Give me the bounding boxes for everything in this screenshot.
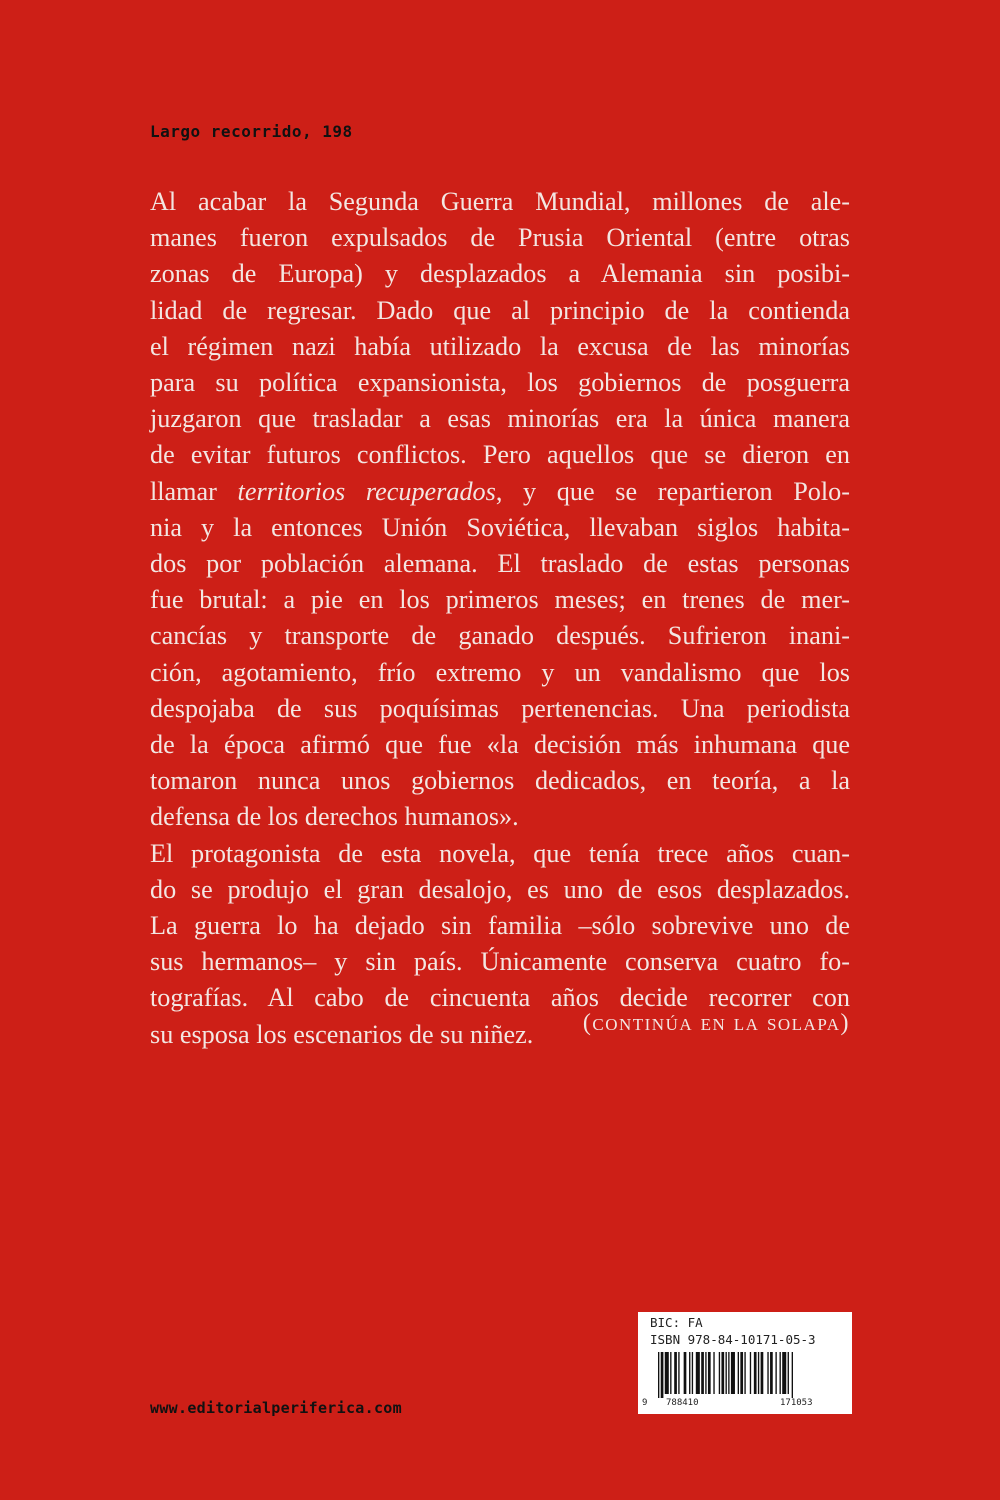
barcode-right-digits: 171053 [780,1398,813,1408]
synopsis-line [150,872,850,908]
barcode-bar [767,1352,768,1394]
italic-phrase: territorios recuperados [237,476,496,506]
synopsis-line [150,365,850,401]
text-run: su esposa los escenarios de su niñez. [150,1019,534,1049]
synopsis-line [150,329,850,365]
text-run: , y que se repartieron Polo- [495,476,850,506]
isbn-number: ISBN 978-84-10171-05-3 [650,1332,816,1347]
barcode-lead-digit: 9 [642,1398,648,1408]
text-run: sus hermanos– y sin país. Únicamente conserva cuatro fo- [150,947,850,977]
synopsis-line [150,510,850,546]
barcode-bar [658,1352,659,1398]
text-run: para su política expansionista, los gobiernos de posguerra [150,368,850,398]
barcode-bar [792,1352,793,1398]
barcode-bar [674,1352,677,1394]
text-run: despojaba de sus poquísimas pertenencias. Una periodista [150,693,850,723]
barcode-bar [692,1352,693,1394]
text-run: llamar [150,476,238,506]
barcode-bar [775,1352,776,1394]
text-run: nia y la entonces Unión Soviética, llevaban siglos habita- [150,512,850,542]
text-run: El protagonista de esta novela, que tenía trece años cuan- [150,838,850,868]
barcode-bar [782,1352,786,1394]
publisher-website: www.editorialperiferica.com [150,1399,402,1417]
barcode-bar [750,1352,751,1394]
barcode-bar [788,1352,789,1394]
text-run: juzgaron que trasladar a esas minorías era la única manera [150,404,850,434]
synopsis-line [150,293,850,329]
barcode-bar [705,1352,706,1394]
barcode-bar [665,1352,669,1394]
synopsis-line [150,799,850,835]
synopsis-paragraph-1 [150,184,850,836]
synopsis-line [150,401,850,437]
text-run: defensa de los derechos humanos». [150,802,519,832]
synopsis-line [150,256,850,292]
barcode-bar [689,1352,690,1394]
barcode-bar [678,1352,679,1394]
text-run: de evitar futuros conflictos. Pero aquellos que se dieron en [150,440,850,470]
text-run: La guerra lo ha dejado sin familia –sólo sobrevive uno de [150,911,850,941]
barcode-bar [696,1352,700,1394]
text-run: de la época afirmó que fue «la decisión más inhumana que [150,730,850,760]
barcode-bar [719,1352,720,1394]
text-run: manes fueron expulsados de Prusia Oriental (entre otras [150,223,850,253]
text-run: tomaron nunca unos gobiernos dedicados, en teoría, a la [150,766,850,796]
synopsis-line [150,655,850,691]
barcode-bar [740,1352,743,1394]
synopsis-line [150,437,850,473]
text-run: el régimen nazi había utilizado la excusa de las minorías [150,331,850,361]
text-run: cancías y transporte de ganado después. Sufrieron inani- [150,621,850,651]
barcode-bar [701,1352,704,1394]
synopsis-line [150,763,850,799]
back-cover-synopsis [150,184,850,1053]
synopsis-line [150,618,850,654]
barcode-bar [758,1352,759,1394]
synopsis-line [150,691,850,727]
synopsis-line [150,908,850,944]
barcode-bar [770,1352,773,1394]
synopsis-line [150,836,850,872]
barcode-icon [644,1352,846,1398]
bic-code: BIC: FA [650,1315,703,1330]
text-run: Al acabar la Segunda Guerra Mundial, millones de ale- [150,187,850,216]
barcode-bar [708,1352,711,1394]
text-run: lidad de regresar. Dado que al principio de la contienda [150,295,850,325]
synopsis-line [150,546,850,582]
text-run: dos por población alemana. El traslado de estas personas [150,549,850,579]
barcode-bar [731,1352,735,1394]
barcode-bar [744,1352,745,1394]
isbn-barcode-label [638,1312,852,1414]
barcode-bar [738,1352,739,1394]
barcode-bar [713,1352,714,1394]
continued-on-flap-note: (continúa en la solapa) [582,1010,850,1036]
synopsis-line [150,220,850,256]
barcode-bar [780,1352,781,1394]
barcode-bar [728,1352,729,1394]
text-run: tografías. Al cabo de cincuenta años decide recorrer con [150,983,850,1013]
synopsis-line [150,582,850,618]
synopsis-line [150,944,850,980]
text-run: fue brutal: a pie en los primeros meses; en trenes de mer- [150,585,850,615]
synopsis-line [150,474,850,510]
barcode-bar [670,1352,671,1394]
barcode-bar [721,1352,724,1394]
barcode-bar [684,1352,687,1394]
text-run: zonas de Europa) y desplazados a Alemania sin posibi- [150,259,850,289]
synopsis-line [150,727,850,763]
barcode-left-digits: 788410 [666,1398,699,1408]
barcode-bar [726,1352,727,1394]
text-run: ción, agotamiento, frío extremo y un vandalismo que los [150,657,850,687]
barcode-bar [661,1352,664,1398]
text-run: do se produjo el gran desalojo, es uno de esos desplazados. [150,874,850,904]
series-label: Largo recorrido, 198 [150,122,353,141]
barcode-bar [761,1352,764,1394]
barcode-bar [754,1352,757,1394]
synopsis-line [150,184,850,220]
